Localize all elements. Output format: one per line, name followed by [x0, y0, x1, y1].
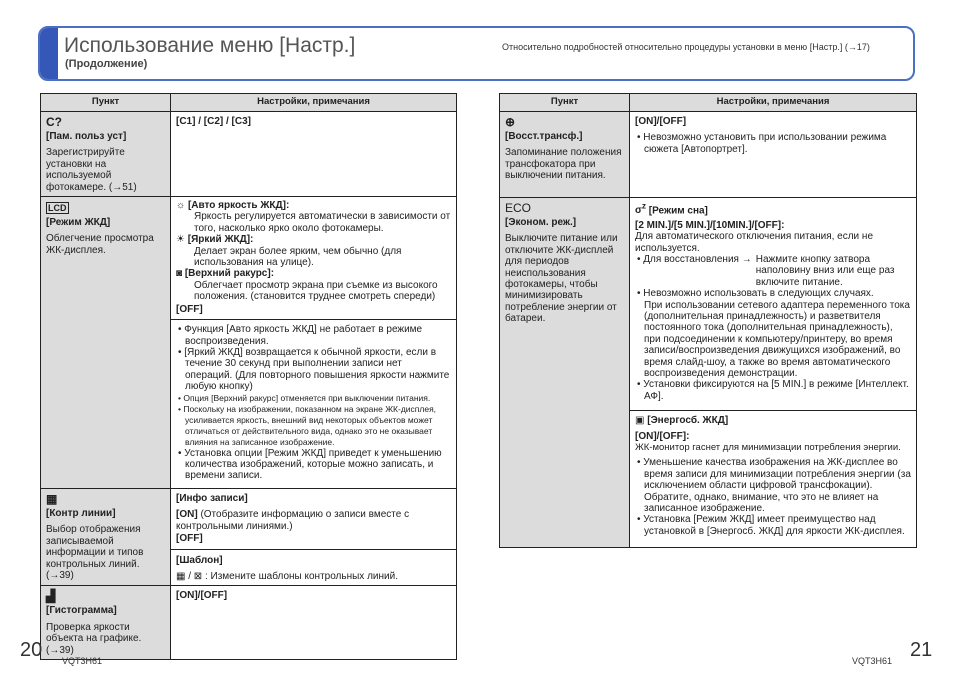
note-detail: При использовании сетевого адаптера переменного тока (дополнительная принадлежность) и разветвителя постоянного тока (дополнительная принадлежность), при подсоединении к компьютеру/принтеру, во время записи/воспроизведения движущихся изображений, во время слайд-шоу, а также во время автоматического воспроизведения демонстрации. — [644, 299, 910, 380]
item-desc: Проверка яркости объекта на графике. (→39) — [46, 621, 142, 656]
note-detail: Нажмите кнопку затвора наполовину вниз или еще раз включите питание. — [755, 253, 895, 288]
table-row — [41, 112, 457, 197]
model-code-left: VQT3H61 — [62, 656, 103, 666]
setting-options: [ON]/[OFF] — [176, 590, 228, 602]
option-desc: Яркость регулируется автоматически в зависимости от того, насколько ярко около фотокамеры. — [194, 211, 451, 234]
setting-options: [C1] / [C2] / [C3] — [176, 116, 251, 127]
option-off: [OFF] — [176, 303, 203, 315]
column-header-item: Пункт — [41, 94, 171, 112]
option-values: [ON]/[OFF]: — [635, 430, 690, 442]
option-title: [Яркий ЖКД]: — [187, 234, 254, 246]
eco-icon: ECO — [505, 201, 532, 215]
grid-pattern-icon: ▦ / ⊠ — [176, 571, 203, 583]
note: • Невозможно использовать в следующих случаях. — [637, 288, 874, 300]
column-header-settings: Настройки, примечания — [171, 94, 457, 112]
page-number-left: 20 — [20, 639, 43, 661]
bright-lcd-icon: ☀ — [176, 234, 185, 246]
item-title: [Контр линии] — [46, 508, 116, 520]
option-title: [Режим сна] — [648, 205, 708, 217]
table-row — [41, 489, 457, 586]
guide-lines-icon: ▦ — [46, 492, 58, 507]
item-desc: Выбор отображения записываемой информации и типов контрольных линий. (→39) — [46, 524, 144, 582]
option-title: [Верхний ракурс]: — [184, 268, 275, 280]
accent-bar — [40, 28, 58, 79]
note: • Установка [Режим ЖКД] имеет преимущество над установкой в [Энергосб. ЖКД] для яркости ЖК-дисплея. — [637, 514, 905, 537]
sleep-icon: $\sigma^z$ — [635, 201, 647, 217]
option-desc: Делает экран более ярким, чем обычно (для использования на улице). — [194, 245, 402, 269]
note: • Установки фиксируются на [5 MIN.] в режиме [Интеллект. АФ]. — [637, 379, 909, 402]
table-row — [41, 197, 457, 489]
note: • Функция [Авто яркость ЖКД] не работает в режиме воспроизведения. — [178, 324, 423, 347]
note: • Уменьшение качества изображения на ЖК-дисплее во время записи для минимизации потребления энергии (за исключением области цифровой трансфокации). Обратите, однако, внимание, что это не влияет на записанное изображение. — [637, 457, 911, 515]
histogram-icon: ▟ — [46, 589, 56, 604]
option-title: [Шаблон] — [176, 554, 223, 566]
lcd-icon: LCD — [48, 203, 67, 214]
option-title: [Авто яркость ЖКД]: — [187, 200, 290, 212]
option-on: [ON] — [176, 509, 198, 521]
page-number-right: 21 — [910, 639, 933, 661]
high-angle-icon: ◙ — [176, 268, 183, 280]
table-row — [500, 198, 917, 548]
item-title: [Пам. польз уст] — [46, 131, 127, 142]
item-title: [Режим ЖКД] — [46, 217, 111, 229]
option-desc: Облегчает просмотр экрана при съемке из высокого положения. (становится труднее смотреть спереди) — [194, 279, 438, 303]
model-code-right: VQT3H61 — [852, 656, 893, 666]
item-title: [Восст.трансф.] — [505, 131, 583, 142]
note: • Для восстановления → — [637, 253, 752, 265]
note: • Поскольку на изображении, показанном на экране ЖК-дисплея, усиливается яркость, внешний вид некоторых объектов может отличаться от действительного вида, однако это не оказывает влияния на записанное изображение. — [178, 403, 437, 447]
item-desc: Выключите питание или отключите ЖК-дисплей для периодов неиспользования фотокамеры, чтобы минимизировать потребление энергии от батареи. — [505, 233, 618, 325]
item-desc: Зарегистрируйте установки на используемой фотокамере. (→51) — [46, 147, 137, 193]
option-desc: (Отобразите информацию о записи вместе с контрольными линиями.) — [176, 509, 410, 532]
page-subtitle: (Продолжение) — [65, 58, 148, 70]
left-table — [40, 93, 457, 660]
option-desc: ЖК-монитор гаснет для минимизации потребления энергии. — [635, 442, 901, 454]
item-title: [Эконом. реж.] — [505, 217, 577, 228]
table-row — [500, 112, 917, 198]
note: • Невозможно установить при использовании режима сюжета [Автопортрет]. — [637, 132, 887, 155]
option-values: [2 MIN.]/[5 MIN.]/[10MIN.]/[OFF]: — [635, 219, 785, 231]
option-title: [Энергосб. ЖКД] — [647, 415, 729, 427]
zoom-resume-icon: ⊕ — [505, 115, 516, 129]
header-note: Относительно подробностей относительно процедуры установки в меню [Настр.] (→17) — [502, 42, 870, 52]
note: • Установка опции [Режим ЖКД] приведет к уменьшению количества изображений, которые можно записать, и времени записи. — [178, 447, 442, 482]
table-row — [41, 586, 457, 660]
option-title: [Инфо записи] — [176, 493, 248, 505]
note: • [Яркий ЖКД] возвращается к обычной яркости, если в течение 30 секунд при выполнении записи нет операций. (Для повторного повышения яркости нажмите любую кнопку) — [178, 346, 450, 393]
setting-options: [ON]/[OFF] — [635, 116, 687, 127]
item-desc: Облегчение просмотра ЖК-дисплея. — [46, 233, 154, 256]
lcd-power-save-icon: ▣ — [635, 415, 645, 427]
custom-set-icon: C? — [46, 115, 62, 129]
item-desc: Запоминание положения трансфокатора при выключении питания. — [505, 147, 622, 182]
note: • Опция [Верхний ракурс] отменяется при выключении питания. — [178, 392, 431, 403]
page-title: Использование меню [Настр.] — [64, 34, 356, 57]
column-header-item: Пункт — [500, 94, 630, 112]
option-desc: Для автоматического отключения питания, если не используется. — [635, 231, 874, 254]
page-header — [38, 26, 915, 81]
auto-brightness-icon: ☼ — [176, 200, 186, 212]
column-header-settings: Настройки, примечания — [630, 94, 917, 112]
right-table — [499, 93, 917, 548]
option-desc: : Измените шаблоны контрольных линий. — [204, 571, 398, 583]
option-off: [OFF] — [176, 533, 203, 545]
item-title: [Гистограмма] — [46, 605, 117, 617]
